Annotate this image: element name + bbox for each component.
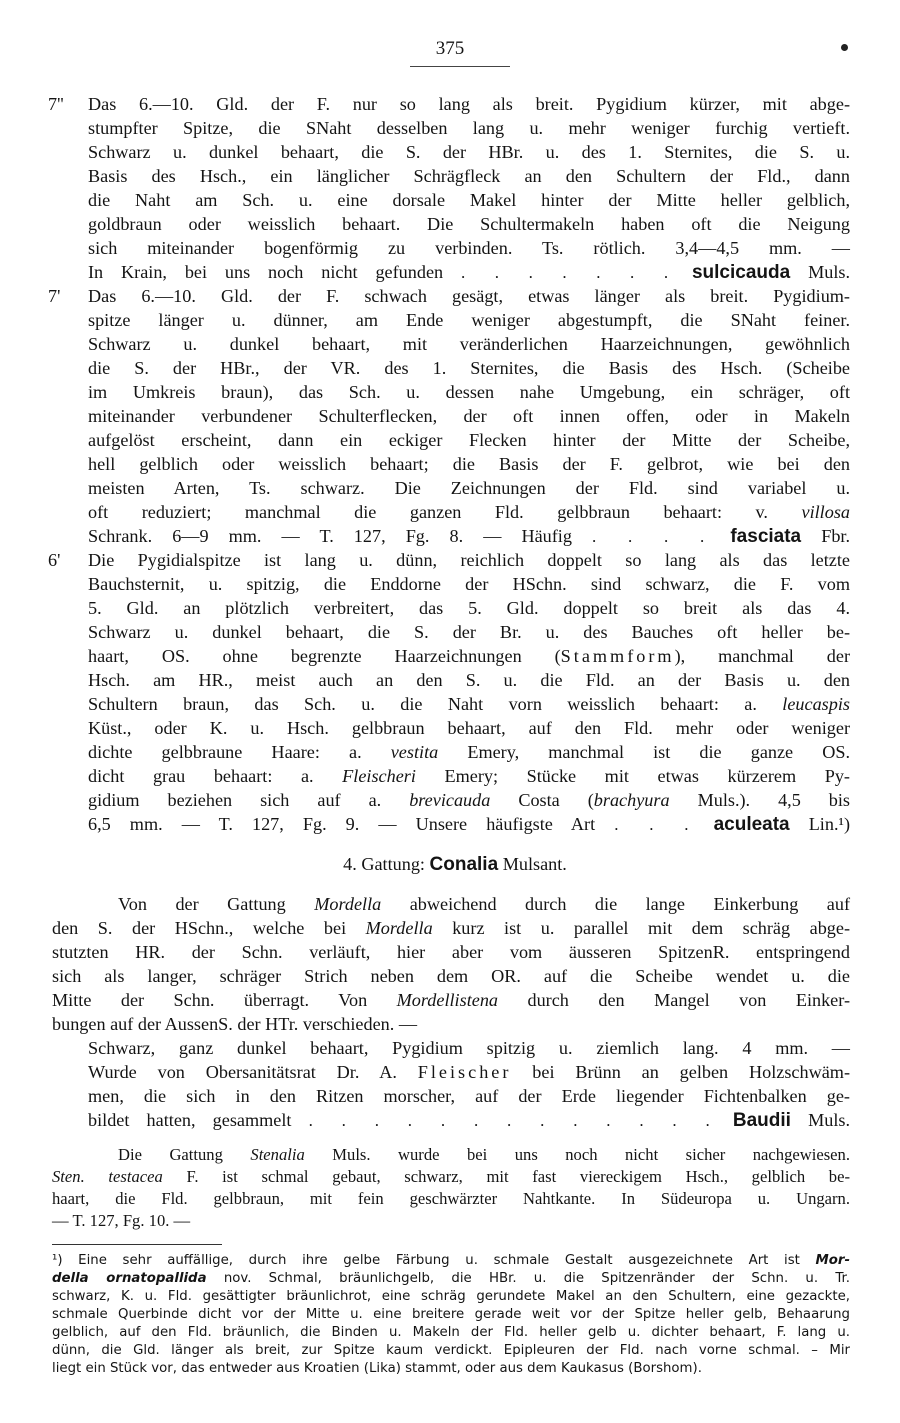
species-name: aculeata [713, 814, 790, 835]
text-line: men, die sich in den Ritzen morscher, auf der Erde liegender Fichtenbalken ge- [88, 1086, 850, 1106]
text-segment: Emery; Stücke mit etwas kürzerem Py- [444, 766, 850, 786]
text-line: Das 6.—10. Gld. der F. nur so lang als breit. Pygidium kürzer, mit abge- [88, 94, 850, 114]
page-number: 375 [435, 38, 465, 59]
genus-ref: Mordella [314, 894, 382, 914]
text-line: Das 6.—10. Gld. der F. schwach gesägt, etwas länger als breit. Pygidium- [88, 286, 850, 306]
species-ref: Mor- [815, 1253, 850, 1268]
species-author: Muls. [808, 262, 851, 282]
text-segment: Schultern braun, das Sch. u. die Naht vorn weisslich behaart: a. [88, 694, 757, 714]
text-line: bungen auf der AussenS. der HTr. verschieden. — [52, 1014, 418, 1034]
text-line [88, 788, 850, 812]
text-segment: haart, OS. ohne begrenzte Haarzeichnungen ( [88, 646, 561, 666]
species-ref: della ornatopallida [52, 1271, 207, 1286]
genus-author: Mulsant. [502, 854, 567, 874]
species-author: Fbr. [821, 526, 851, 546]
text-line: miteinander verbundener Schulterflecken, der oft innen offen, oder in Makeln [88, 406, 850, 426]
variety-name: villosa [801, 502, 850, 522]
footnote-rule [52, 1244, 222, 1245]
text-segment: nov. Schmal, bräunlichgelb, die HBr. u. die Spitzenränder der Schn. u. Tr. [223, 1271, 850, 1286]
text-segment: 6,5 mm. — T. 127, Fg. 9. — Unsere häufigste Art [88, 814, 596, 834]
text-segment: bei Brünn an gelben Holzschwäm- [532, 1062, 850, 1082]
leader-dots: . . . . . . . [461, 263, 675, 282]
genus-ref: Mordella [365, 918, 433, 938]
species-line [88, 812, 850, 836]
text-line: stutzten HR. der Schn. verläuft, hier aber vom äusseren SpitzenR. entspringend [52, 942, 850, 962]
synonym-name: brachyura [593, 790, 670, 810]
spaced-text: Stammform [560, 646, 675, 666]
text-segment: oft reduziert; manchmal die ganzen Fld. gelbbraun behaart: v. [88, 502, 768, 522]
ink-blot [841, 44, 848, 51]
text-line: Küst., oder K. u. Hsch. gelbbraun behaart, auf den Fld. mehr oder weniger [88, 718, 850, 738]
aberration-name: brevicauda [409, 790, 491, 810]
genus-ref: Stenalia [250, 1145, 305, 1164]
leader-dots: . . . [614, 815, 695, 834]
aberration-name: Fleischeri [342, 766, 416, 786]
aberration-name: vestita [390, 742, 439, 762]
text-line: Basis des Hsch., ein länglicher Schrägfleck an den Schultern der Fld., dann [88, 166, 850, 186]
text-line: Hsch. am HR., meist auch an den S. u. die Fld. an der Basis u. den [88, 670, 850, 690]
text-line [88, 1060, 850, 1084]
text-segment: Wurde von Obersanitätsrat Dr. A. [88, 1062, 397, 1082]
text-segment: abweichend durch die lange Einkerbung auf [409, 894, 851, 914]
text-segment: Muls.). 4,5 bis [697, 790, 851, 810]
species-ref: Sten. testacea [52, 1167, 163, 1186]
species-line [88, 524, 850, 548]
text-line [88, 740, 850, 764]
couplet-key: 7' [48, 286, 61, 306]
text-line [118, 892, 850, 916]
text-segment: Schrank. 6—9 mm. — T. 127, Fg. 8. — Häufig [88, 526, 572, 546]
text-line [118, 1144, 850, 1166]
text-line: meisten Arten, Ts. schwarz. Die Zeichnungen der Fld. sind variabel u. [88, 478, 850, 498]
genus-heading [60, 852, 850, 876]
footnote-line: schwarz, K. u. Fld. gesättigter bräunlichrot, eine schräg gerundete Makel an den Schultern, eine gezackte, [52, 1289, 850, 1304]
text-segment: Muls. wurde bei uns noch nicht sicher nachgewiesen. [332, 1145, 850, 1164]
leader-dots: . . . . . . . . . . . . . [308, 1111, 716, 1130]
text-segment: bildet hatten, gesammelt [88, 1110, 292, 1130]
text-line: sich miteinander bogenförmig zu verbinden. Ts. rötlich. 3,4—4,5 mm. — [88, 238, 850, 258]
text-segment: ), manchmal der [674, 646, 850, 666]
text-line: im Umkreis braun), das Sch. u. dessen nahe Umgebung, ein schräger, oft [88, 382, 850, 402]
text-line [88, 500, 850, 524]
text-segment: Von der Gattung [118, 894, 286, 914]
text-segment: ¹) Eine sehr auffällige, durch ihre gelbe Färbung u. schmale Gestalt ausgezeichnete Art ist [52, 1253, 800, 1268]
text-line: Schwarz, ganz dunkel behaart, Pygidium spitzig u. ziemlich lang. 4 mm. — [88, 1038, 850, 1058]
text-segment: kurz ist u. parallel mit dem schräg abge- [452, 918, 851, 938]
footnote-line: liegt ein Stück vor, das entweder aus Kroatien (Lika) stammt, oder aus dem Kaukasus (Borshom). [52, 1361, 702, 1376]
footnote-line [52, 1252, 850, 1270]
text-line: Schwarz u. dunkel behaart, mit veränderlichen Haarzeichnungen, gewöhnlich [88, 334, 850, 354]
species-name: Baudii [732, 1110, 791, 1131]
species-name: fasciata [730, 526, 802, 547]
genus-name: Conalia [429, 854, 499, 875]
species-line [88, 260, 850, 284]
text-line: — T. 127, Fg. 10. — [52, 1211, 191, 1230]
text-line: Schwarz u. dunkel behaart, die S. der HBr. u. des 1. Sternites, die S. u. [88, 142, 850, 162]
text-line: stumpfter Spitze, die SNaht desselben lang u. mehr weniger furchig vertieft. [88, 118, 850, 138]
text-line: die Naht am Sch. u. eine dorsale Makel hinter der Mitte heller gelblich, [88, 190, 850, 210]
footnote-line: dünn, die Gld. länger als breit, zur Spitze kaum verdickt. Epipleuren der Fld. nach vorne schmal. – Mir [52, 1343, 850, 1358]
text-line [52, 916, 850, 940]
text-line [88, 764, 850, 788]
text-line [88, 692, 850, 716]
header-rule [410, 66, 510, 67]
text-segment: Costa ( [518, 790, 594, 810]
text-line: die S. der HBr., der VR. des 1. Sternites, die Basis des Hsch. (Scheibe [88, 358, 850, 378]
locality-text: In Krain, bei uns noch nicht gefunden [88, 262, 444, 282]
text-line: hell gelblich oder weisslich behaart; die Basis der F. gelbrot, wie bei den [88, 454, 850, 474]
text-segment: durch den Mangel von Einker- [527, 990, 851, 1010]
leader-dots: . . . . [592, 527, 711, 546]
genus-ref: Mordellistena [396, 990, 499, 1010]
text-line: goldbraun oder weisslich behaart. Die Schultermakeln haben oft die Neigung [88, 214, 850, 234]
species-line [88, 1108, 850, 1132]
text-line: Schwarz u. dunkel behaart, die S. der Br. u. des Bauches oft heller be- [88, 622, 850, 642]
footnote-line: schmale Querbinde dicht vor der Mitte u. eine breitere gerade weit vor der Spitze heller gelb, Behaarung [52, 1307, 850, 1322]
text-line: Bauchsternit, u. spitzig, die Enddorne der HSchn. sind schwarz, die F. vom [88, 574, 850, 594]
text-line [52, 1166, 850, 1188]
couplet-key: 7'' [48, 94, 64, 114]
species-name: sulcicauda [691, 262, 791, 283]
text-segment: dichte gelbbraune Haare: a. [88, 742, 362, 762]
species-author: Muls. [808, 1110, 851, 1130]
text-segment: Emery, manchmal ist die ganze OS. [467, 742, 851, 762]
couplet-key: 6' [48, 550, 61, 570]
footnote-line [52, 1270, 850, 1288]
text-line: spitze länger u. dünner, am Ende weniger abgestumpft, die SNaht feiner. [88, 310, 850, 330]
text-line: aufgelöst erscheint, dann ein eckiger Flecken hinter der Mitte der Scheibe, [88, 430, 850, 450]
text-segment: Die Gattung [118, 1145, 223, 1164]
text-segment: dicht grau behaart: a. [88, 766, 314, 786]
text-line: Die Pygidialspitze ist lang u. dünn, reichlich doppelt so lang als das letzte [88, 550, 850, 570]
text-line: 5. Gld. an plötzlich verbreitert, das 5. Gld. doppelt so breit als das 4. [88, 598, 850, 618]
aberration-name: leucaspis [782, 694, 850, 714]
footnote-line: gelblich, auf den Fld. bräunlich, die Binden u. Makeln der Fld. heller gelb u. dichter behaart, F. lang u. [52, 1325, 850, 1340]
genus-prefix: 4. Gattung: [343, 854, 425, 874]
text-line: sich als langer, schräger Strich neben dem OR. auf die Scheibe wendet u. die [52, 966, 850, 986]
text-line: haart, die Fld. gelbbraun, mit fein geschwärzter Nahtkante. In Südeuropa u. Ungarn. [52, 1189, 850, 1208]
text-segment: gidium beziehen sich auf a. [88, 790, 382, 810]
collector-name: Fleischer [417, 1062, 512, 1082]
text-segment: Mitte der Schn. überragt. Von [52, 990, 368, 1010]
text-segment: F. ist schmal gebaut, schwarz, mit fast viereckigem Hsch., gelblich be- [186, 1167, 850, 1186]
text-line [52, 988, 850, 1012]
text-segment: den S. der HSchn., welche bei [52, 918, 347, 938]
species-author: Lin.¹) [808, 814, 851, 834]
text-line [88, 644, 850, 668]
